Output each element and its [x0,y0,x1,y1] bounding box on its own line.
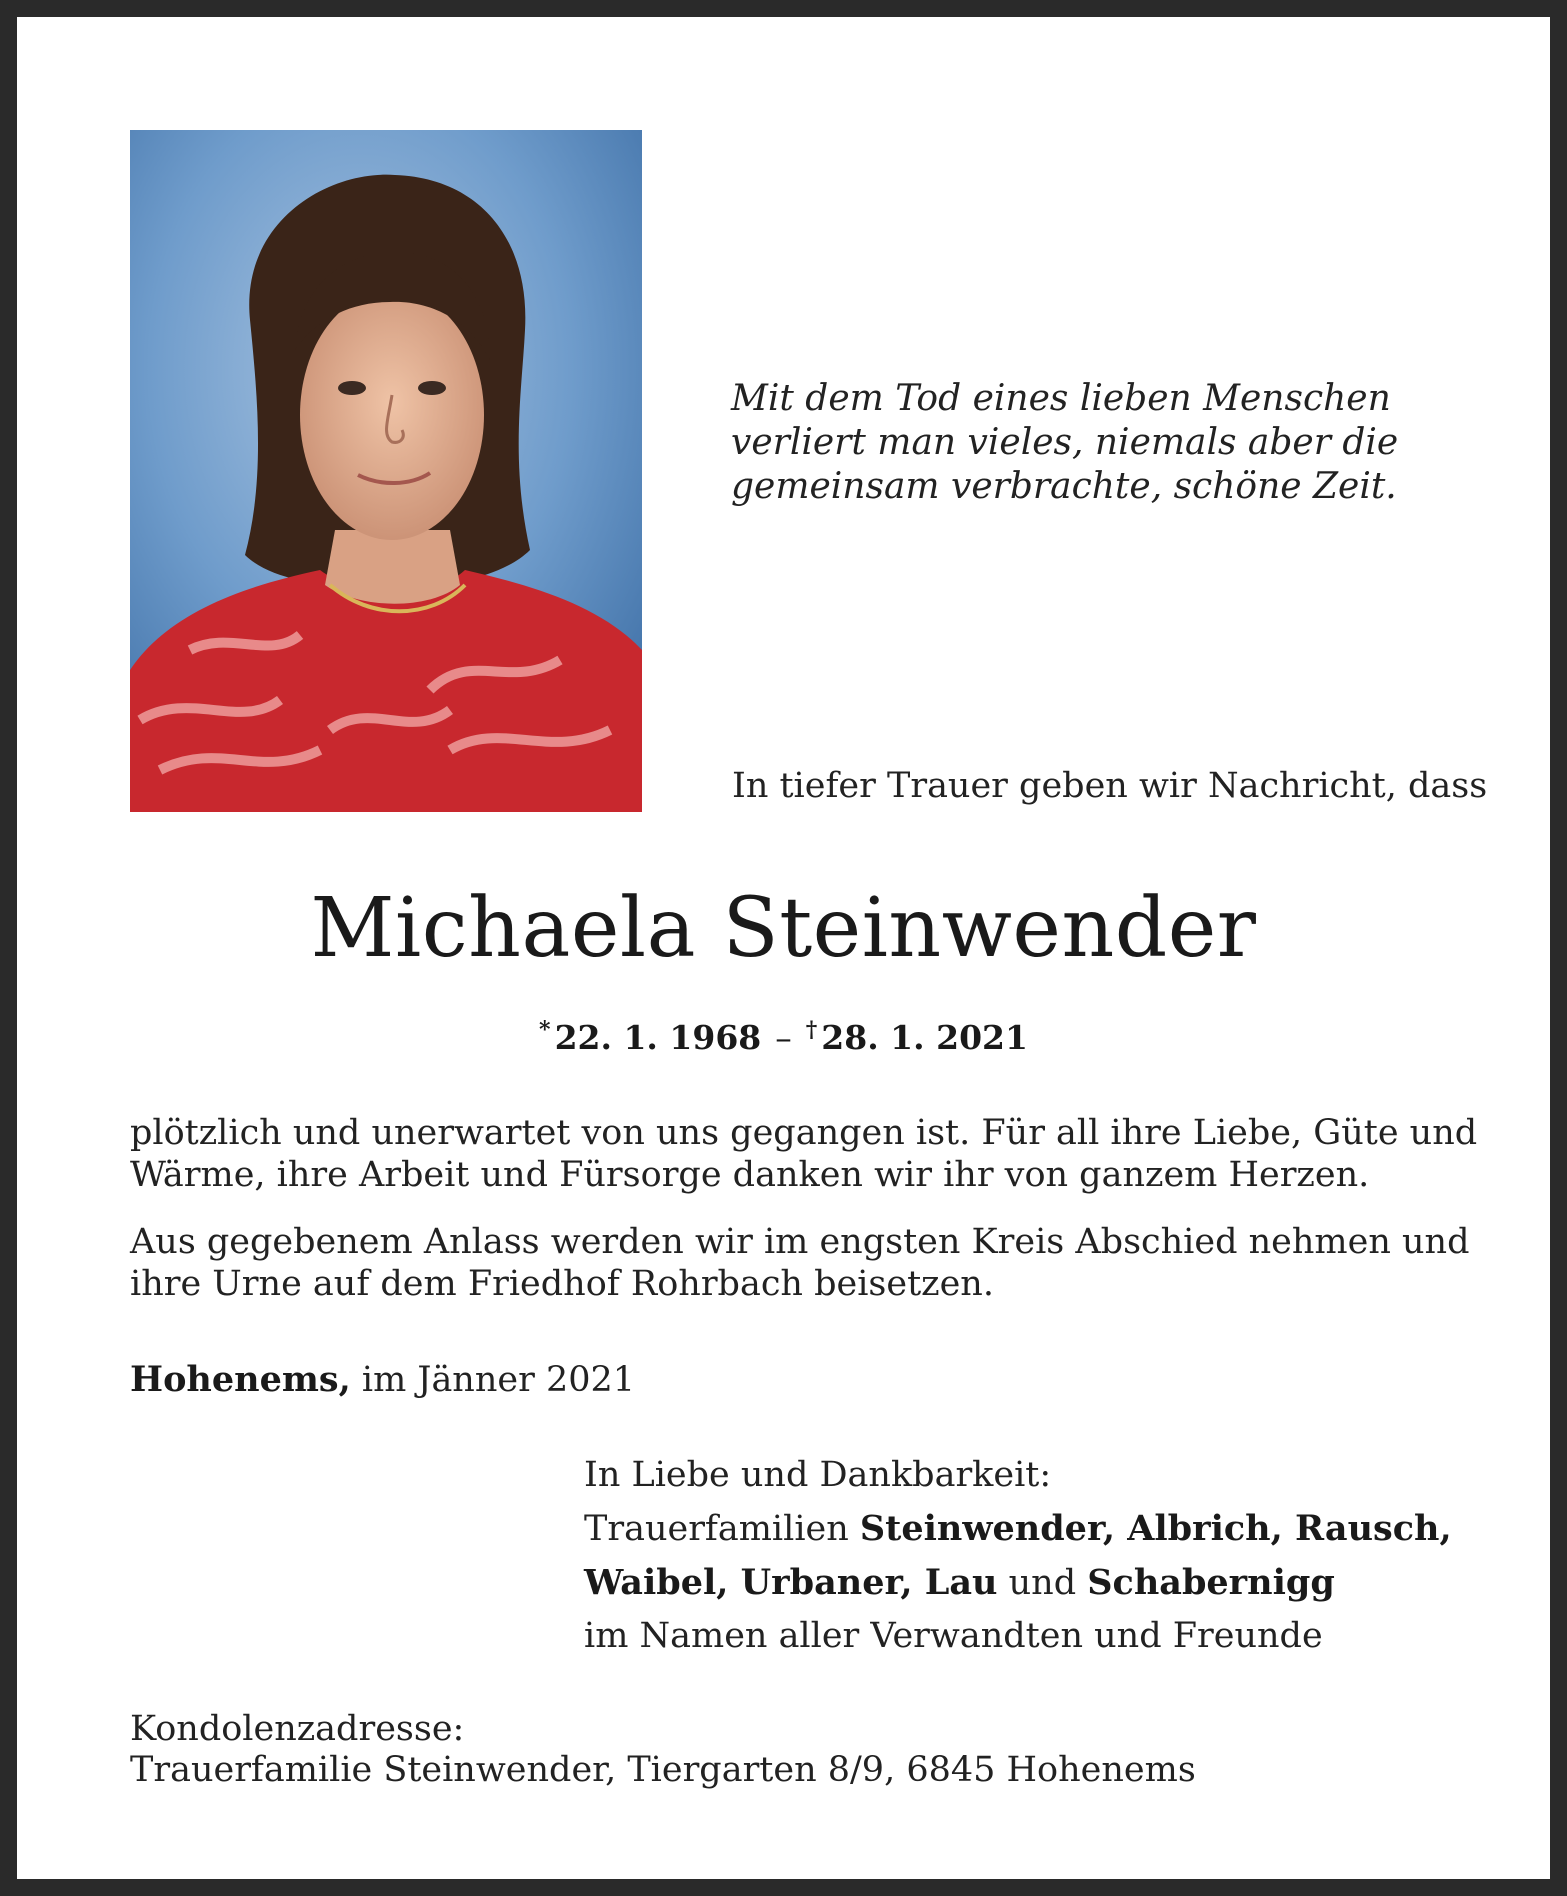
portrait-photo [130,130,642,812]
birth-date: 22. 1. 1968 [554,1018,762,1057]
mourners-block [584,1449,1452,1663]
mourners-footer: im Namen aller Verwandten und Freunde [584,1616,1323,1656]
place-city: Hohenems, [130,1359,351,1400]
family-names: Steinwender, Albrich, Rausch, [859,1508,1452,1549]
mourners-prefix: Trauerfamilien [584,1509,860,1549]
quote-line: gemeinsam verbrachte, schöne Zeit. [731,466,1397,507]
family-names: Schabernigg [1087,1562,1335,1603]
body-paragraph-2 [130,1221,1469,1305]
death-date: 28. 1. 2021 [821,1018,1028,1057]
quote-line: Mit dem Tod eines lieben Menschen [731,378,1391,419]
place-and-date [130,1359,635,1400]
mourners-line-2 [584,1502,1452,1556]
birth-symbol: * [539,1017,551,1043]
condolence-address-line: Trauerfamilie Steinwender, Tiergarten 8/9, 6845 Hohenems [130,1750,1196,1790]
body-line: Aus gegebenem Anlass werden wir im engsten Kreis Abschied nehmen und [130,1222,1470,1262]
memorial-quote [731,377,1491,509]
mourners-and: und [997,1563,1088,1603]
place-date: im Jänner 2021 [350,1360,636,1400]
body-paragraph-1 [130,1112,1477,1196]
mourners-line-3 [584,1556,1452,1610]
portrait-photo-icon [130,130,642,812]
body-line: plötzlich und unerwartet von uns gegangen ist. Für all ihre Liebe, Güte und [130,1113,1478,1153]
date-separator: – [775,1018,792,1057]
family-names: Waibel, Urbaner, Lau [584,1562,998,1603]
death-symbol: † [805,1017,818,1043]
condolence-address [130,1709,1196,1791]
mourners-heading: In Liebe und Dankbarkeit: [584,1455,1052,1495]
condolence-label: Kondolenzadresse: [130,1709,465,1749]
announcement-intro: In tiefer Trauer geben wir Nachricht, dass [732,766,1488,806]
life-dates [17,1017,1550,1057]
body-line: Wärme, ihre Arbeit und Fürsorge danken wir ihr von ganzem Herzen. [130,1155,1370,1195]
body-line: ihre Urne auf dem Friedhof Rohrbach beisetzen. [130,1264,994,1304]
deceased-name: Michaela Steinwender [310,881,1257,976]
quote-line: verliert man vieles, niemals aber die [731,422,1399,463]
